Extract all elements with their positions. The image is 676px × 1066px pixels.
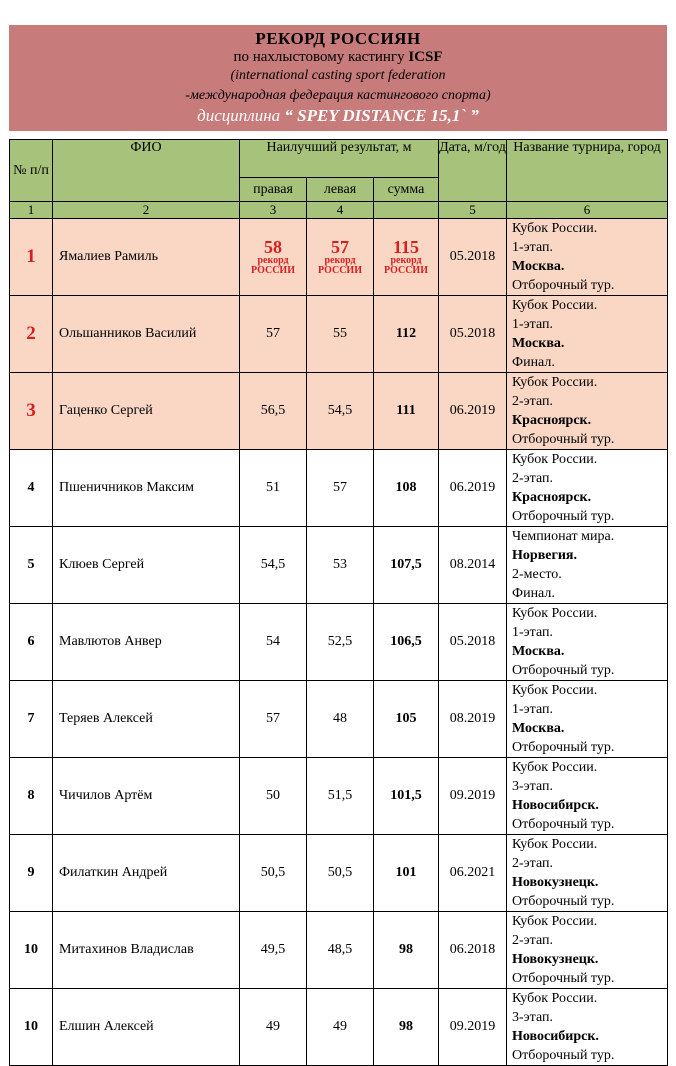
sum-result: 101,5 (374, 758, 439, 835)
row-number: 3 (10, 373, 53, 450)
right-result: 57 (240, 296, 307, 373)
row-number: 10 (10, 989, 53, 1066)
athlete-name: Елшин Алексей (53, 989, 240, 1066)
sum-result: 111 (374, 373, 439, 450)
col-sum-header: сумма (374, 178, 439, 202)
col-name-header: ФИО (53, 140, 240, 202)
date: 06.2019 (439, 450, 507, 527)
right-result: 57 (240, 681, 307, 758)
event: Кубок России. 2-этап. Новокузнецк. Отборочный тур. (507, 835, 668, 912)
col-index: 4 (307, 202, 374, 219)
left-result: 53 (307, 527, 374, 604)
col-left-header: левая (307, 178, 374, 202)
table-row (10, 296, 668, 373)
athlete-name: Филаткин Андрей (53, 835, 240, 912)
sum-result: 107,5 (374, 527, 439, 604)
sum-result: 98 (374, 912, 439, 989)
right-result: 50,5 (240, 835, 307, 912)
table-row (10, 219, 668, 296)
event: Кубок России. 1-этап. Москва. Финал. (507, 296, 668, 373)
left-result: 51,5 (307, 758, 374, 835)
athlete-name: Теряев Алексей (53, 681, 240, 758)
col-index: 5 (439, 202, 507, 219)
sum-result: 98 (374, 989, 439, 1066)
right-result: 56,5 (240, 373, 307, 450)
event: Кубок России. 3-этап. Новосибирск. Отборочный тур. (507, 758, 668, 835)
athlete-name: Гаценко Сергей (53, 373, 240, 450)
row-number: 6 (10, 604, 53, 681)
discipline: дисциплина “ SPEY DISTANCE 15,1` ” (197, 106, 479, 125)
date: 06.2019 (439, 373, 507, 450)
sum-result: 115 рекорд РОССИИ (374, 219, 439, 296)
table-row (10, 989, 668, 1066)
event: Кубок России. 1-этап. Москва. Отборочный тур. (507, 681, 668, 758)
table-row (10, 835, 668, 912)
event: Кубок России. 3-этап. Новосибирск. Отборочный тур. (507, 989, 668, 1066)
left-result: 49 (307, 989, 374, 1066)
row-number: 9 (10, 835, 53, 912)
record-label: рекорд РОССИИ (318, 255, 362, 276)
row-number: 4 (10, 450, 53, 527)
athlete-name: Митахинов Владислав (53, 912, 240, 989)
event: Кубок России. 1-этап. Москва. Отборочный тур. (507, 219, 668, 296)
col-right-header: правая (240, 178, 307, 202)
col-event-header: Название турнира, город (507, 140, 668, 202)
table-row (10, 912, 668, 989)
page-title: РЕКОРД РОССИЯН (255, 29, 421, 48)
date: 05.2018 (439, 219, 507, 296)
federation-ru: -международная федерация кастингового спорта) (185, 88, 491, 103)
sum-result: 105 (374, 681, 439, 758)
col-index: 2 (53, 202, 240, 219)
sum-result: 101 (374, 835, 439, 912)
row-number: 5 (10, 527, 53, 604)
date: 06.2021 (439, 835, 507, 912)
sum-result: 108 (374, 450, 439, 527)
row-number: 7 (10, 681, 53, 758)
left-result: 54,5 (307, 373, 374, 450)
col-num-header: № п/п (10, 140, 53, 202)
left-result: 55 (307, 296, 374, 373)
table-row (10, 758, 668, 835)
date: 08.2019 (439, 681, 507, 758)
right-result: 50 (240, 758, 307, 835)
right-result: 54,5 (240, 527, 307, 604)
table-row (10, 604, 668, 681)
row-number: 8 (10, 758, 53, 835)
record-label: рекорд РОССИИ (251, 255, 295, 276)
row-number: 1 (10, 219, 53, 296)
table-row (10, 450, 668, 527)
col-index (374, 202, 439, 219)
athlete-name: Чичилов Артём (53, 758, 240, 835)
event: Чемпионат мира. Норвегия. 2-место. Финал. (507, 527, 668, 604)
left-result: 48 (307, 681, 374, 758)
athlete-name: Пшеничников Максим (53, 450, 240, 527)
athlete-name: Ямалиев Рамиль (53, 219, 240, 296)
page-subtitle: по нахлыстовому кастингу ICSF (233, 49, 443, 65)
date: 06.2018 (439, 912, 507, 989)
left-result: 48,5 (307, 912, 374, 989)
table-row (10, 527, 668, 604)
event: Кубок России. 2-этап. Красноярск. Отборочный тур. (507, 373, 668, 450)
date: 08.2014 (439, 527, 507, 604)
date: 09.2019 (439, 758, 507, 835)
right-result: 54 (240, 604, 307, 681)
col-index: 3 (240, 202, 307, 219)
right-result: 51 (240, 450, 307, 527)
date: 05.2018 (439, 604, 507, 681)
event: Кубок России. 2-этап. Красноярск. Отборочный тур. (507, 450, 668, 527)
date: 09.2019 (439, 989, 507, 1066)
record-label: рекорд РОССИИ (384, 255, 428, 276)
table-row (10, 681, 668, 758)
federation-en: (international casting sport federation (230, 68, 446, 83)
col-date-header: Дата, м/год (439, 140, 507, 202)
row-number: 10 (10, 912, 53, 989)
sum-result: 112 (374, 296, 439, 373)
event: Кубок России. 1-этап. Москва. Отборочный тур. (507, 604, 668, 681)
athlete-name: Клюев Сергей (53, 527, 240, 604)
table-row (10, 373, 668, 450)
right-result: 58 рекорд РОССИИ (240, 219, 307, 296)
event: Кубок России. 2-этап. Новокузнецк. Отборочный тур. (507, 912, 668, 989)
athlete-name: Ольшанников Василий (53, 296, 240, 373)
athlete-name: Мавлютов Анвер (53, 604, 240, 681)
left-result: 57 рекорд РОССИИ (307, 219, 374, 296)
left-result: 50,5 (307, 835, 374, 912)
right-result: 49,5 (240, 912, 307, 989)
left-result: 57 (307, 450, 374, 527)
col-best-header: Наилучший результат, м (240, 140, 439, 178)
col-index: 1 (10, 202, 53, 219)
date: 05.2018 (439, 296, 507, 373)
right-result: 49 (240, 989, 307, 1066)
left-result: 52,5 (307, 604, 374, 681)
row-number: 2 (10, 296, 53, 373)
title-banner (9, 25, 667, 131)
col-index: 6 (507, 202, 668, 219)
records-table (9, 139, 668, 1066)
sum-result: 106,5 (374, 604, 439, 681)
